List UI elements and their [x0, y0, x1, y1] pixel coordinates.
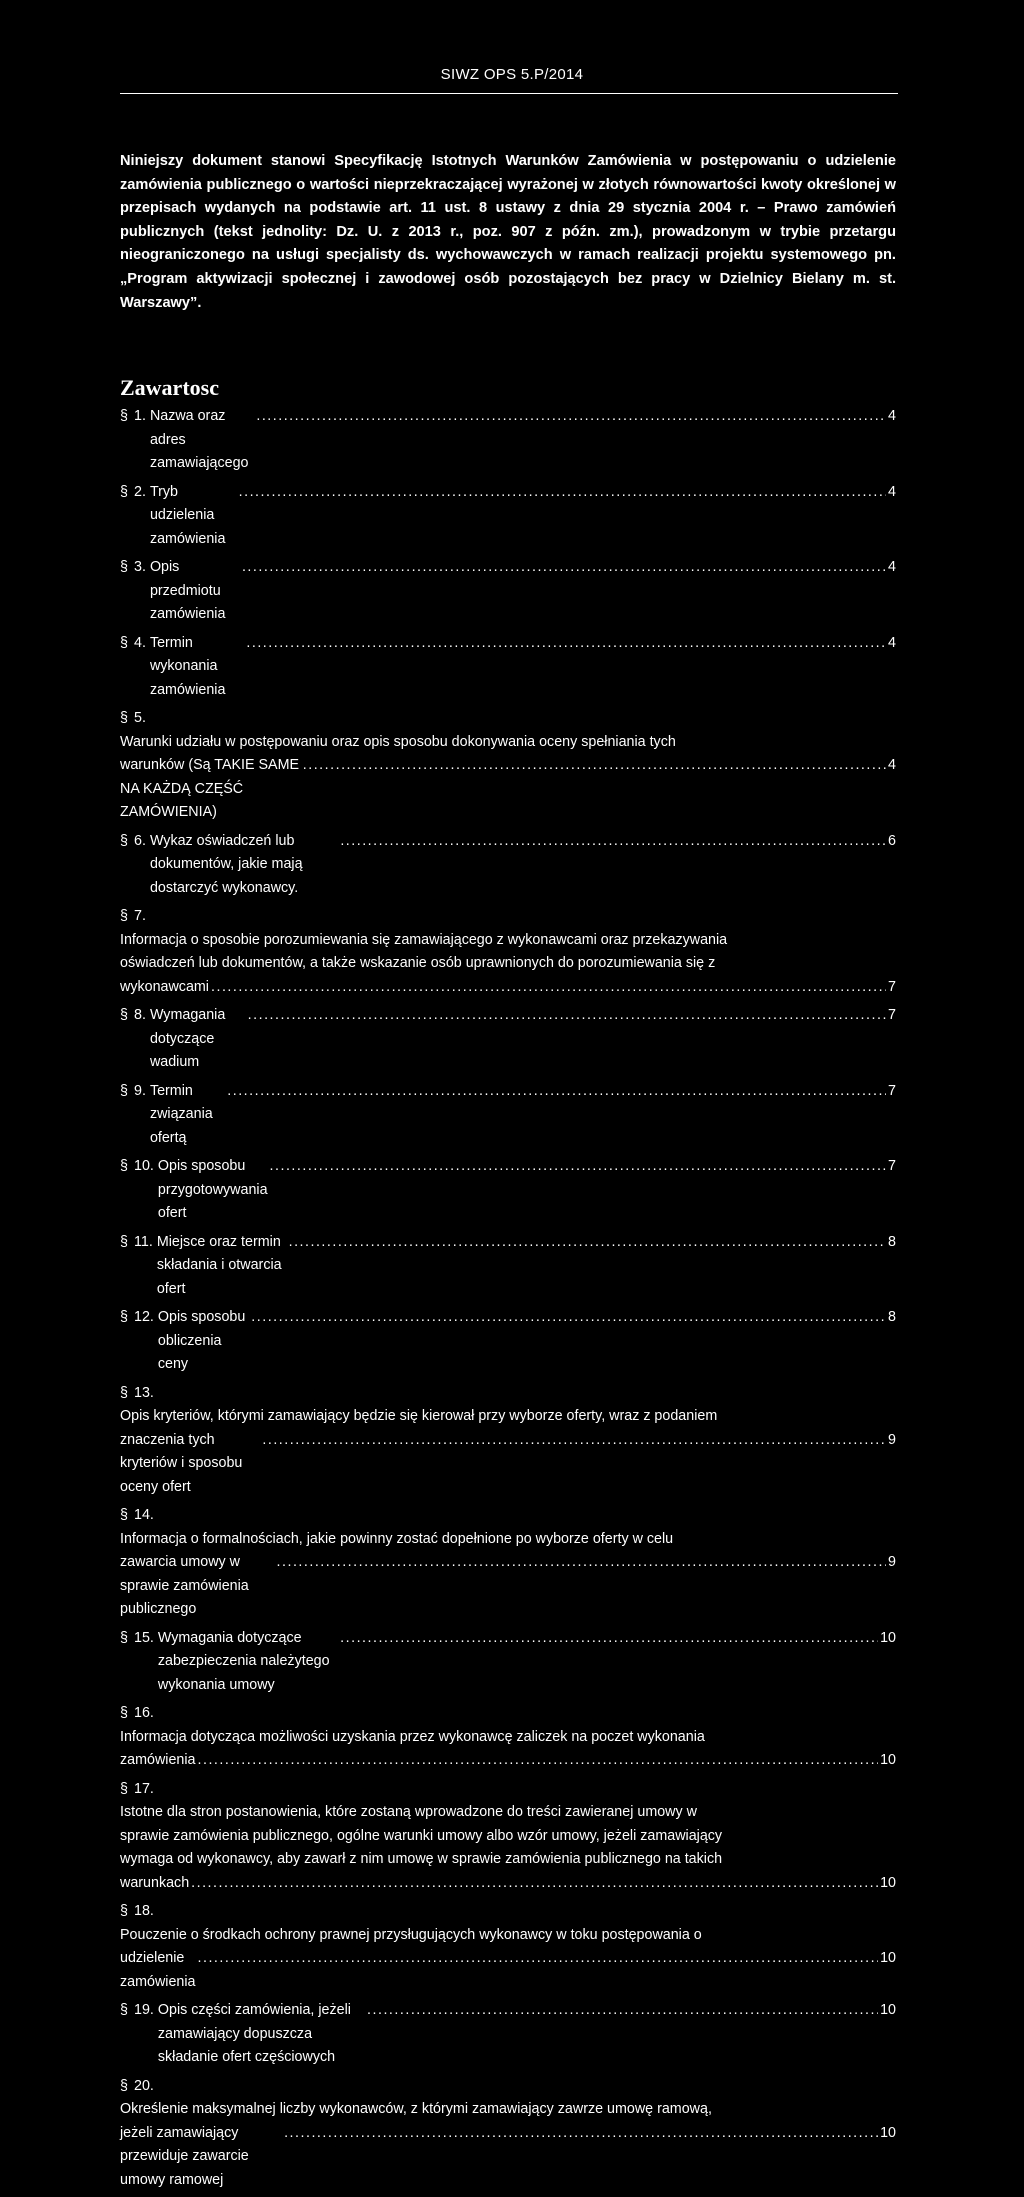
toc-entry-head — [120, 405, 150, 429]
section-sign: § — [120, 1705, 128, 1721]
toc-entry-first-line — [120, 1155, 896, 1226]
toc-entry-head — [120, 1900, 896, 1924]
intro-paragraph: Niniejszy dokument stanowi Specyfikację Istotnych Warunków Zamówienia w postępowaniu o udzielenie zamówienia publicznego o wartości nieprzekraczającej wyrażonej w złotych równowartości kwoty określonej w przepisach wydanych na podstawie art. 11 ust. 8 ustawy z dnia 29 stycznia 2004 r. – Prawo zamówień publicznych (tekst jednolity: Dz. U. z 2013 r., poz. 907 z późn. zm.), prowadzonym w trybie przetargu nieograniczonego na usługi specjalisty ds. wychowawczych w ramach realizacji projektu systemowego pn. „Program aktywizacji społecznej i zawodowej osób pozostających bez pracy w Dzielnicy Bielany m. st. Warszawy”. — [120, 153, 896, 311]
toc-entry-title: Miejsce oraz termin składania i otwarcia ofert — [156, 1233, 282, 1297]
toc-page-number: 10 — [880, 2124, 896, 2141]
section-sign: § — [120, 634, 128, 651]
toc-entry-title: Opis przedmiotu zamówienia — [149, 559, 226, 622]
toc-entry-title: znaczenia tych kryteriów i sposobu oceny ofert — [120, 1431, 243, 1495]
section-sign: § — [120, 908, 128, 924]
toc-entry-first-line — [120, 632, 896, 703]
toc-entry-line — [120, 1947, 896, 1994]
toc-entry-title: Warunki udziału w postępowaniu oraz opis sposobu dokonywania oceny spełniania tych — [120, 733, 676, 750]
toc-page-number: 4 — [888, 408, 896, 424]
toc-entry-line — [120, 1429, 896, 1500]
section-sign: § — [120, 1309, 128, 1325]
toc-entry-number: 8. — [134, 1007, 146, 1023]
toc-entry-head — [120, 1999, 158, 2023]
toc-entry-head — [120, 1504, 896, 1528]
toc-entry-title: zawarcia umowy w sprawie zamówienia publicznego — [120, 1554, 249, 1617]
toc-entry[interactable] — [120, 632, 896, 703]
toc-entry-number: 16. — [134, 1705, 154, 1721]
toc-entry-title: jeżeli zamawiający przewiduje zawarcie umowy ramowej — [120, 2124, 249, 2188]
toc-entry-title: warunków (Są TAKIE SAME NA KAŻDĄ CZĘŚĆ ZAMÓWIENIA) — [120, 757, 300, 820]
toc-page-number: 10 — [880, 1752, 896, 1768]
toc-entry-number: 7. — [134, 908, 146, 924]
toc-entry[interactable] — [120, 1231, 896, 1302]
toc-entry[interactable] — [120, 1702, 896, 1773]
toc-entry-head — [120, 1231, 157, 1255]
toc-entry-title: wykonawcami — [120, 978, 209, 995]
section-sign: § — [120, 559, 128, 575]
toc-entry-number: 4. — [134, 634, 146, 651]
toc-dot-leader — [277, 1551, 887, 1575]
toc-page-number: 4 — [888, 634, 896, 651]
toc-entry-head — [120, 1080, 150, 1104]
toc-page-number: 9 — [888, 1431, 896, 1448]
toc-entry-head — [120, 830, 150, 854]
toc-entry-head — [120, 1702, 896, 1726]
toc-dot-leader — [227, 1080, 886, 1104]
toc-entry-first-line — [120, 405, 896, 476]
toc-entry-line — [120, 2122, 896, 2193]
toc-entry-head — [120, 481, 150, 505]
toc-entry[interactable] — [120, 707, 896, 825]
toc-dot-leader — [340, 830, 886, 854]
toc-page-number: 10 — [880, 1629, 896, 1646]
toc-entry-line — [120, 1551, 896, 1622]
toc-entry[interactable] — [120, 1900, 896, 1994]
toc-entry[interactable] — [120, 481, 896, 552]
toc-entry-number: 13. — [134, 1384, 154, 1401]
toc-entry-number: 1. — [134, 408, 146, 424]
toc-entry-title: Informacja o formalnościach, jakie powinny zostać dopełnione po wyborze oferty w celu — [120, 1530, 674, 1547]
toc-page-number: 4 — [888, 757, 896, 773]
toc-entry-head — [120, 905, 896, 929]
section-sign: § — [120, 2077, 128, 2094]
toc-entry-head — [120, 1627, 158, 1651]
toc-entry[interactable] — [120, 905, 896, 999]
section-sign: § — [120, 2002, 128, 2018]
toc-entry[interactable] — [120, 1155, 896, 1226]
section-sign: § — [120, 1903, 128, 1919]
toc-dot-leader — [270, 1155, 887, 1179]
toc-page-number: 10 — [880, 1874, 896, 1891]
toc-entry-number: 3. — [134, 559, 146, 575]
toc-page-number: 10 — [880, 1950, 896, 1966]
toc-entry-first-line — [120, 1080, 896, 1151]
toc-entry-title: Tryb udzielenia zamówienia — [149, 483, 226, 547]
toc-entry-head — [120, 1778, 896, 1802]
toc-entry-first-line — [120, 1231, 896, 1302]
toc-entry-line — [120, 754, 896, 825]
toc-entry[interactable] — [120, 556, 896, 627]
toc-entry-number: 6. — [134, 832, 146, 849]
toc-entry-title: Nazwa oraz adres zamawiającego — [149, 408, 249, 471]
toc-entry-first-line — [120, 1627, 896, 1698]
toc-entry-number: 10. — [134, 1158, 154, 1174]
toc-dot-leader — [262, 1429, 886, 1453]
toc-entry-number: 19. — [134, 2002, 154, 2018]
toc-entry-title: Określenie maksymalnej liczby wykonawców, z którymi zamawiający zawrze umowę ramową, — [120, 2101, 712, 2117]
toc-dot-leader — [198, 1947, 879, 1971]
toc-entry-head — [120, 632, 150, 656]
document-header-code: SIWZ OPS 5.P/2014 — [440, 66, 584, 83]
toc-entry-line — [120, 1825, 896, 1849]
toc-entry-first-line — [120, 556, 896, 627]
toc-entry-head — [120, 1382, 896, 1406]
toc-entry-title: sprawie zamówienia publicznego, ogólne warunki umowy albo wzór umowy, jeżeli zamawiający — [120, 1827, 723, 1844]
toc-entry-line — [120, 1749, 896, 1773]
toc-page-number: 8 — [888, 1233, 896, 1250]
toc-entry-number: 15. — [134, 1629, 154, 1646]
toc-entry[interactable] — [120, 1778, 896, 1896]
toc-entry-first-line — [120, 481, 896, 552]
toc-entry-number: 9. — [134, 1082, 146, 1099]
toc-entry-first-line — [120, 1999, 896, 2070]
toc-entry-first-line — [120, 1504, 896, 1551]
toc-entry-number: 12. — [134, 1309, 154, 1325]
toc-entry-first-line — [120, 1306, 896, 1377]
toc-dot-leader — [289, 1231, 886, 1255]
toc-entry-first-line — [120, 1004, 896, 1075]
toc-entry-head — [120, 556, 150, 580]
toc-entry-first-line — [120, 905, 896, 952]
section-sign: § — [120, 1507, 128, 1523]
header-divider — [120, 93, 898, 94]
toc-entry-first-line — [120, 1702, 896, 1749]
toc-dot-leader — [246, 632, 886, 656]
toc-entry-title: Istotne dla stron postanowienia, które zostaną wprowadzone do treści zawieranej umowy w — [120, 1804, 697, 1820]
toc-entry-number: 17. — [134, 1780, 154, 1797]
toc-entry-head — [120, 2075, 896, 2099]
toc-entry[interactable] — [120, 1004, 896, 1075]
toc-entry-title: Termin związania ofertą — [149, 1082, 213, 1146]
toc-entry-line — [120, 1872, 896, 1896]
toc-entry-title: Pouczenie o środkach ochrony prawnej przysługujących wykonawcy w toku postępowania o — [120, 1926, 702, 1943]
toc-dot-leader — [303, 754, 886, 778]
section-sign: § — [120, 1384, 128, 1401]
section-sign: § — [120, 1082, 128, 1099]
toc-entry[interactable] — [120, 1080, 896, 1151]
toc-entry-title: Opis części zamówienia, jeżeli zamawiający dopuszcza składanie ofert częściowych — [157, 2002, 351, 2065]
toc-entry[interactable] — [120, 830, 896, 901]
toc-page-number: 7 — [888, 1082, 896, 1099]
toc-entry-title: Opis sposobu obliczenia ceny — [157, 1309, 246, 1372]
toc-entry-head — [120, 1004, 150, 1028]
toc-entry-first-line — [120, 1900, 896, 1947]
toc-entry[interactable] — [120, 405, 896, 476]
toc-page-number: 4 — [888, 559, 896, 575]
toc-entry-number: 14. — [134, 1507, 154, 1523]
toc-entry[interactable] — [120, 1627, 896, 1698]
toc-entry-title: Wykaz oświadczeń lub dokumentów, jakie mają dostarczyć wykonawcy. — [149, 832, 303, 896]
section-sign: § — [120, 832, 128, 849]
toc-entry-title: Wymagania dotyczące wadium — [149, 1007, 226, 1070]
section-sign: § — [120, 1780, 128, 1797]
toc-entry-title: Informacja o sposobie porozumiewania się zamawiającego z wykonawcami oraz przekazywania — [120, 931, 728, 948]
section-sign: § — [120, 483, 128, 500]
toc-page-number: 7 — [888, 1158, 896, 1174]
toc-entry-first-line — [120, 1778, 896, 1825]
toc-dot-leader — [198, 1749, 879, 1773]
toc-page-number: 7 — [888, 1007, 896, 1023]
toc-entry-title: Opis kryteriów, którymi zamawiający będzie się kierował przy wyborze oferty, wraz z podaniem — [120, 1408, 718, 1424]
table-of-contents — [120, 405, 896, 2197]
toc-entry-first-line — [120, 707, 896, 754]
toc-entry-number: 18. — [134, 1903, 154, 1919]
toc-dot-leader — [211, 976, 886, 1000]
toc-entry[interactable] — [120, 2075, 896, 2193]
toc-entry[interactable] — [120, 1999, 896, 2070]
toc-entry-number: 5. — [134, 710, 146, 726]
toc-entry-first-line — [120, 830, 896, 901]
toc-dot-leader — [367, 1999, 878, 2023]
section-sign: § — [120, 408, 128, 424]
toc-dot-leader — [340, 1627, 878, 1651]
toc-entry-title: udzielenie zamówienia — [120, 1950, 196, 1990]
section-sign: § — [120, 1233, 128, 1250]
toc-entry-line — [120, 976, 896, 1000]
toc-entry-number: 11. — [134, 1233, 153, 1250]
toc-entry-head — [120, 707, 896, 731]
toc-page-number: 10 — [880, 2002, 896, 2018]
toc-page-number: 6 — [888, 832, 896, 849]
toc-entry-head — [120, 1306, 158, 1330]
toc-title: Zawartosc — [120, 375, 219, 400]
toc-entry-title: warunkach — [120, 1874, 190, 1891]
toc-page-number: 8 — [888, 1309, 896, 1325]
toc-dot-leader — [242, 556, 886, 580]
toc-entry-line — [120, 1848, 896, 1872]
toc-entry-first-line — [120, 1382, 896, 1429]
toc-entry-title: wymaga od wykonawcy, aby zawarł z nim umowę w sprawie zamówienia publicznego na takich — [120, 1851, 723, 1867]
toc-dot-leader — [248, 1004, 886, 1028]
toc-entry[interactable] — [120, 1504, 896, 1622]
toc-entry-title: Opis sposobu przygotowywania ofert — [157, 1158, 268, 1221]
toc-entry-first-line — [120, 2075, 896, 2122]
toc-entry[interactable] — [120, 1306, 896, 1377]
toc-dot-leader — [256, 405, 886, 429]
section-sign: § — [120, 1629, 128, 1646]
toc-dot-leader — [239, 481, 886, 505]
section-sign: § — [120, 1158, 128, 1174]
section-sign: § — [120, 710, 128, 726]
section-sign: § — [120, 1007, 128, 1023]
toc-dot-leader — [284, 2122, 878, 2146]
toc-entry-number: 20. — [134, 2077, 154, 2094]
toc-entry-head — [120, 1155, 158, 1179]
toc-page-number: 9 — [888, 1554, 896, 1570]
toc-entry-title: Termin wykonania zamówienia — [149, 634, 226, 698]
toc-page-number: 4 — [888, 483, 896, 500]
toc-entry-line — [120, 952, 896, 976]
toc-page-number: 7 — [888, 978, 896, 995]
toc-dot-leader — [251, 1306, 886, 1330]
toc-entry-title: Wymagania dotyczące zabezpieczenia należytego wykonania umowy — [157, 1629, 330, 1693]
toc-entry-title: zamówienia — [120, 1752, 196, 1768]
toc-entry[interactable] — [120, 1382, 896, 1500]
toc-entry-title: Informacja dotycząca możliwości uzyskania przez wykonawcę zaliczek na poczet wykonania — [120, 1728, 705, 1745]
toc-entry-number: 2. — [134, 483, 146, 500]
toc-dot-leader — [191, 1872, 878, 1896]
toc-entry-title: oświadczeń lub dokumentów, a także wskazanie osób uprawnionych do porozumiewania się z — [120, 955, 716, 971]
